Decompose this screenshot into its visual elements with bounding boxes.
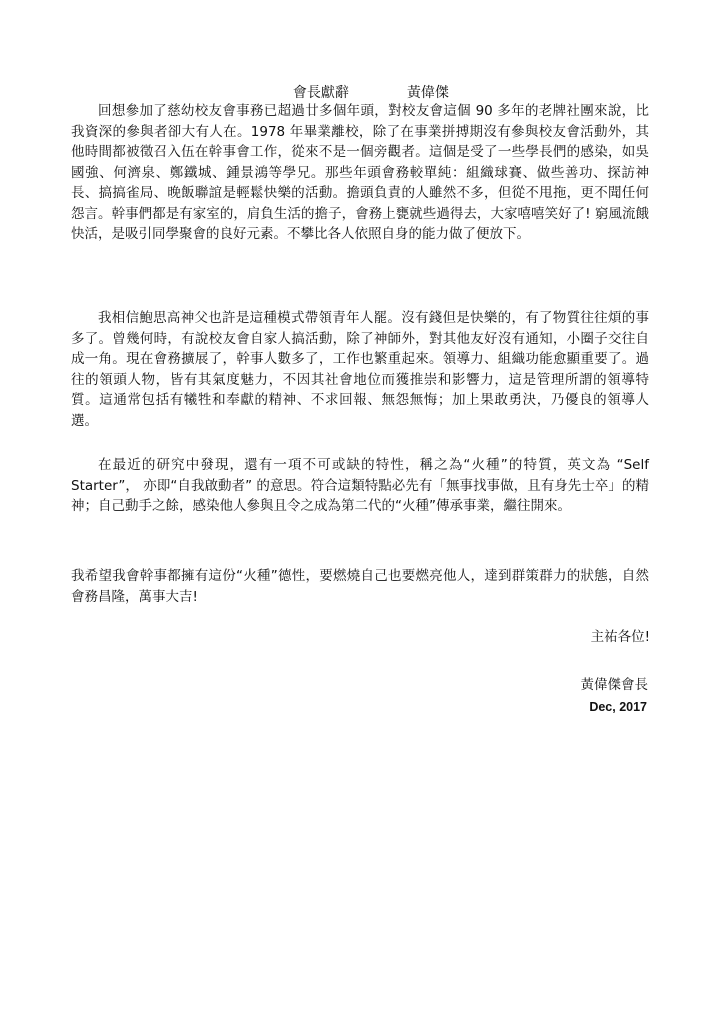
- paragraph-4: 我希望我會幹事都擁有這份“火種”德性，要燃燒自己也要燃亮他人，達到群策群力的狀態，自然會務昌隆，萬事大吉!: [71, 568, 649, 605]
- document-author: 黃偉傑: [406, 85, 449, 101]
- closing-blessing: 主祐各位!: [590, 629, 650, 645]
- document-title: 會長獻辭: [292, 85, 349, 101]
- paragraph-1: 回想參加了慈幼校友會事務已超過廿多個年頭，對校友會這個 90 多年的老牌社團來說，比我資深的參與者卻大有人在。1978 年畢業離校，除了在事業拼搏期沒有參與校友會活動外，其他時間都被徵召入伍在幹事會工作，從來不是一個旁觀者。這個是受了一些學長們的感染，如吳國強、何濟泉、鄭鐵城、鍾景鴻等學兄。那些年頭會務較單純：組織球賽、做些善功、探訪神長、搞搞雀局、晚飯聯誼是輕鬆快樂的活動。擔頭負責的人雖然不多，但從不甩拖，更不聞任何怨言。幹事們都是有家室的，肩負生活的擔子，會務上甕就些過得去，大家嘻嘻笑好了! 窮風流餓快活，是吸引同學聚會的良好元素。不攀比各人依照自身的能力做了便放下。: [71, 103, 649, 242]
- closing-date: Dec, 2017: [589, 700, 647, 714]
- closing-signature: 黃偉傑會長: [580, 677, 648, 693]
- paragraph-2: 我相信鮑思高神父也許是這種模式帶領青年人罷。沒有錢但是快樂的，有了物質往往煩的事多了。曾幾何時，有說校友會自家人搞活動，除了神師外，對其他友好沒有通知，小圈子交往自成一角。現在會務擴展了，幹事人數多了，工作也繁重起來。領導力、組織功能愈顯重要了。過往的領頭人物，皆有其氣度魅力，不因其社會地位而獲推崇和影響力，這是管理所謂的領導特質。這通常包括有犧牲和奉獻的精神、不求回報、無怨無悔；加上果敢勇決，乃優良的領導人選。: [71, 310, 649, 429]
- paragraph-3: 在最近的研究中發現，還有一項不可或缺的特性，稱之為“火種”的特質，英文為 “Self Starter”， 亦即“自我啟動者” 的意思。符合這類特點必先有「無事找事做，且有身先士卒」的精神；自己動手之餘，感染他人參與且令之成為第二代的“火種”傳承事業，繼往開來。: [71, 457, 649, 514]
